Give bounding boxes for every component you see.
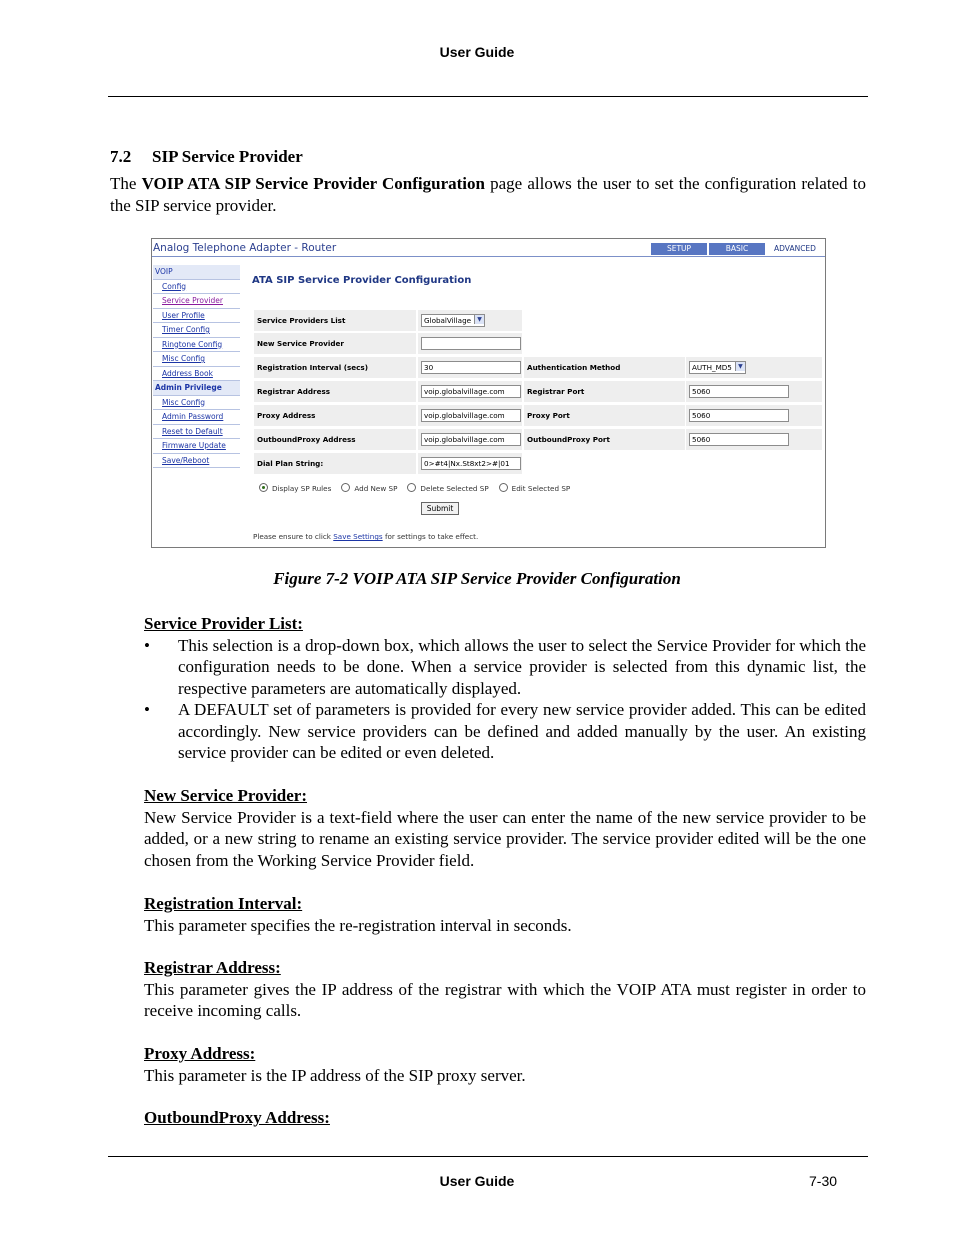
radio-display-sp-rules[interactable] [259,483,331,493]
outbound-proxy-port-label: OutboundProxy Port [524,429,685,450]
radio-delete-selected-sp[interactable] [407,483,488,493]
sidebar-item-address-book[interactable]: Address Book [153,367,240,382]
sidebar-item-timer-config[interactable]: Timer Config [153,323,240,338]
intro-text-pre: The [110,174,142,193]
new-service-provider-text: New Service Provider is a text-field where the user can enter the name of the new service provider to be added, or a new string to rename an existing service provider. The service provider edited will be the one chosen from the Working Service Provider field. [144,807,866,870]
sidebar-item-admin-misc-config[interactable]: Misc Config [153,396,240,411]
proxy-address-section [144,1043,866,1086]
radio-edit-selected-sp[interactable] [499,483,571,493]
registrar-port-label: Registrar Port [524,381,685,402]
dial-plan-label: Dial Plan String: [254,453,416,474]
page-footer: User Guide [439,1173,515,1189]
note-text-pre: Please ensure to click [253,532,334,541]
authentication-method-value: AUTH_MD5 [692,363,732,372]
registrar-address-heading: Registrar Address: [144,958,281,977]
row-new-service-provider [254,333,822,354]
service-providers-list-label: Service Providers List [254,310,416,331]
proxy-address-input[interactable]: voip.globalvillage.com [421,409,521,422]
radio-unselected-icon [407,483,416,492]
proxy-address-heading: Proxy Address: [144,1044,256,1063]
page-number: 7-30 [809,1173,838,1189]
radio-label: Edit Selected SP [511,484,571,493]
registration-interval-label: Registration Interval (secs) [254,357,416,378]
registrar-address-section [144,957,866,1022]
service-providers-list-cell [418,310,522,331]
list-item [144,635,866,700]
new-service-provider-section [144,785,866,871]
row-registrar [254,381,822,402]
proxy-port-cell [686,405,822,426]
outbound-proxy-port-input[interactable]: 5060 [689,433,789,446]
row-dial-plan [254,453,822,474]
registrar-address-text: This parameter gives the IP address of the registrar with which the VOIP ATA must register in order to receive incoming calls. [144,979,866,1020]
authentication-method-label: Authentication Method [524,357,685,378]
outbound-proxy-port-cell [686,429,822,450]
header-rule [108,96,868,97]
authentication-method-cell [686,357,822,378]
page-header: User Guide [439,44,515,60]
registration-interval-cell [418,357,522,378]
registration-interval-text: This parameter specifies the re-registration interval in seconds. [144,915,572,935]
bullet-text: A DEFAULT set of parameters is provided for every new service provider added. This can be edited accordingly. New service providers can be defined and added manually by the user. An existing service provider can be edited or even deleted. [178,700,866,762]
authentication-method-select[interactable] [689,361,746,374]
row-outbound-proxy [254,429,822,450]
registrar-port-input[interactable]: 5060 [689,385,789,398]
new-service-provider-heading: New Service Provider: [144,786,308,805]
form-title: ATA SIP Service Provider Configuration [252,275,472,286]
new-service-provider-cell [418,333,522,354]
sidebar-item-admin-password[interactable]: Admin Password [153,410,240,425]
service-providers-select[interactable] [421,314,485,327]
registrar-address-cell [418,381,522,402]
new-service-provider-label: New Service Provider [254,333,416,354]
intro-bold: VOIP ATA SIP Service Provider Configuration [141,174,485,193]
chevron-down-icon: ▼ [474,315,484,324]
submit-button[interactable]: Submit [421,502,459,515]
sidebar-group-voip: VOIP [153,265,240,280]
outbound-proxy-address-input[interactable]: voip.globalvillage.com [421,433,521,446]
sidebar-item-reset-to-default[interactable]: Reset to Default [153,425,240,440]
radio-label: Display SP Rules [272,484,332,493]
service-providers-select-value: GlobalVillage [424,316,472,325]
sidebar-item-firmware-update[interactable]: Firmware Update [153,439,240,454]
intro-paragraph [110,173,866,216]
list-item [144,699,866,764]
bullet-icon: • [144,635,150,655]
app-title: Analog Telephone Adapter - Router [153,242,337,254]
registration-interval-section [144,893,866,936]
section-number: 7.2 [110,147,132,166]
sidebar-item-save-reboot[interactable]: Save/Reboot [153,454,240,469]
section-title: SIP Service Provider [152,147,303,166]
service-provider-list-heading: Service Provider List: [144,614,303,633]
top-tabs [649,243,823,255]
sidebar-group-admin-privilege: Admin Privilege [153,381,240,396]
figure-caption: Figure 7-2 VOIP ATA SIP Service Provider Configuration [273,569,681,588]
radio-add-new-sp[interactable] [341,483,397,493]
tab-advanced[interactable]: ADVANCED [767,243,823,255]
footer-rule [108,1156,868,1157]
radio-selected-icon [259,483,268,492]
proxy-port-input[interactable]: 5060 [689,409,789,422]
registrar-address-label: Registrar Address [254,381,416,402]
outbound-proxy-address-cell [418,429,522,450]
sidebar-item-misc-config[interactable]: Misc Config [153,352,240,367]
row-registration-interval [254,357,822,378]
ui-screenshot [151,238,826,548]
registration-interval-heading: Registration Interval: [144,894,303,913]
sidebar-item-user-profile[interactable]: User Profile [153,309,240,324]
save-note [253,532,478,541]
proxy-address-text: This parameter is the IP address of the SIP proxy server. [144,1065,526,1085]
sidebar-item-ringtone-config[interactable]: Ringtone Config [153,338,240,353]
tab-basic[interactable]: BASIC [709,243,765,255]
top-divider [152,256,825,257]
new-service-provider-input[interactable] [421,337,521,350]
intro-text-post: page allows the user to set the configuration related to the SIP service provider. [110,174,866,215]
sp-action-radios [259,483,580,493]
service-provider-list-bullets [144,635,866,764]
sidebar-item-config[interactable]: Config [153,280,240,295]
registrar-port-cell [686,381,822,402]
sidebar-item-service-provider[interactable]: Service Provider [153,294,240,309]
row-service-providers-list [254,310,822,331]
radio-label: Add New SP [354,484,398,493]
section-heading [110,147,303,167]
proxy-port-label: Proxy Port [524,405,685,426]
tab-setup[interactable]: SETUP [651,243,707,255]
proxy-address-cell [418,405,522,426]
save-settings-link[interactable]: Save Settings [333,532,383,541]
note-text-post: for settings to take effect. [382,532,479,541]
chevron-down-icon: ▼ [735,362,745,371]
proxy-address-label: Proxy Address [254,405,416,426]
dial-plan-input[interactable]: 0>#t4|Nx.St8xt2>#|01 [421,457,521,470]
outbound-proxy-address-section [144,1107,866,1129]
registration-interval-input[interactable]: 30 [421,361,521,374]
radio-unselected-icon [499,483,508,492]
outbound-proxy-address-heading: OutboundProxy Address: [144,1108,330,1127]
sidebar [153,265,240,468]
registrar-address-input[interactable]: voip.globalvillage.com [421,385,521,398]
outbound-proxy-address-label: OutboundProxy Address [254,429,416,450]
radio-unselected-icon [341,483,350,492]
bullet-text: This selection is a drop-down box, which allows the user to select the Service Provider for which the configuration needs to be done. When a service provider is selected from this dynamic list, the respective parameters are automatically displayed. [178,635,866,698]
bullet-icon: • [144,700,150,719]
service-provider-list-section [144,613,866,764]
radio-label: Delete Selected SP [420,484,489,493]
dial-plan-cell [418,453,522,474]
row-proxy [254,405,822,426]
